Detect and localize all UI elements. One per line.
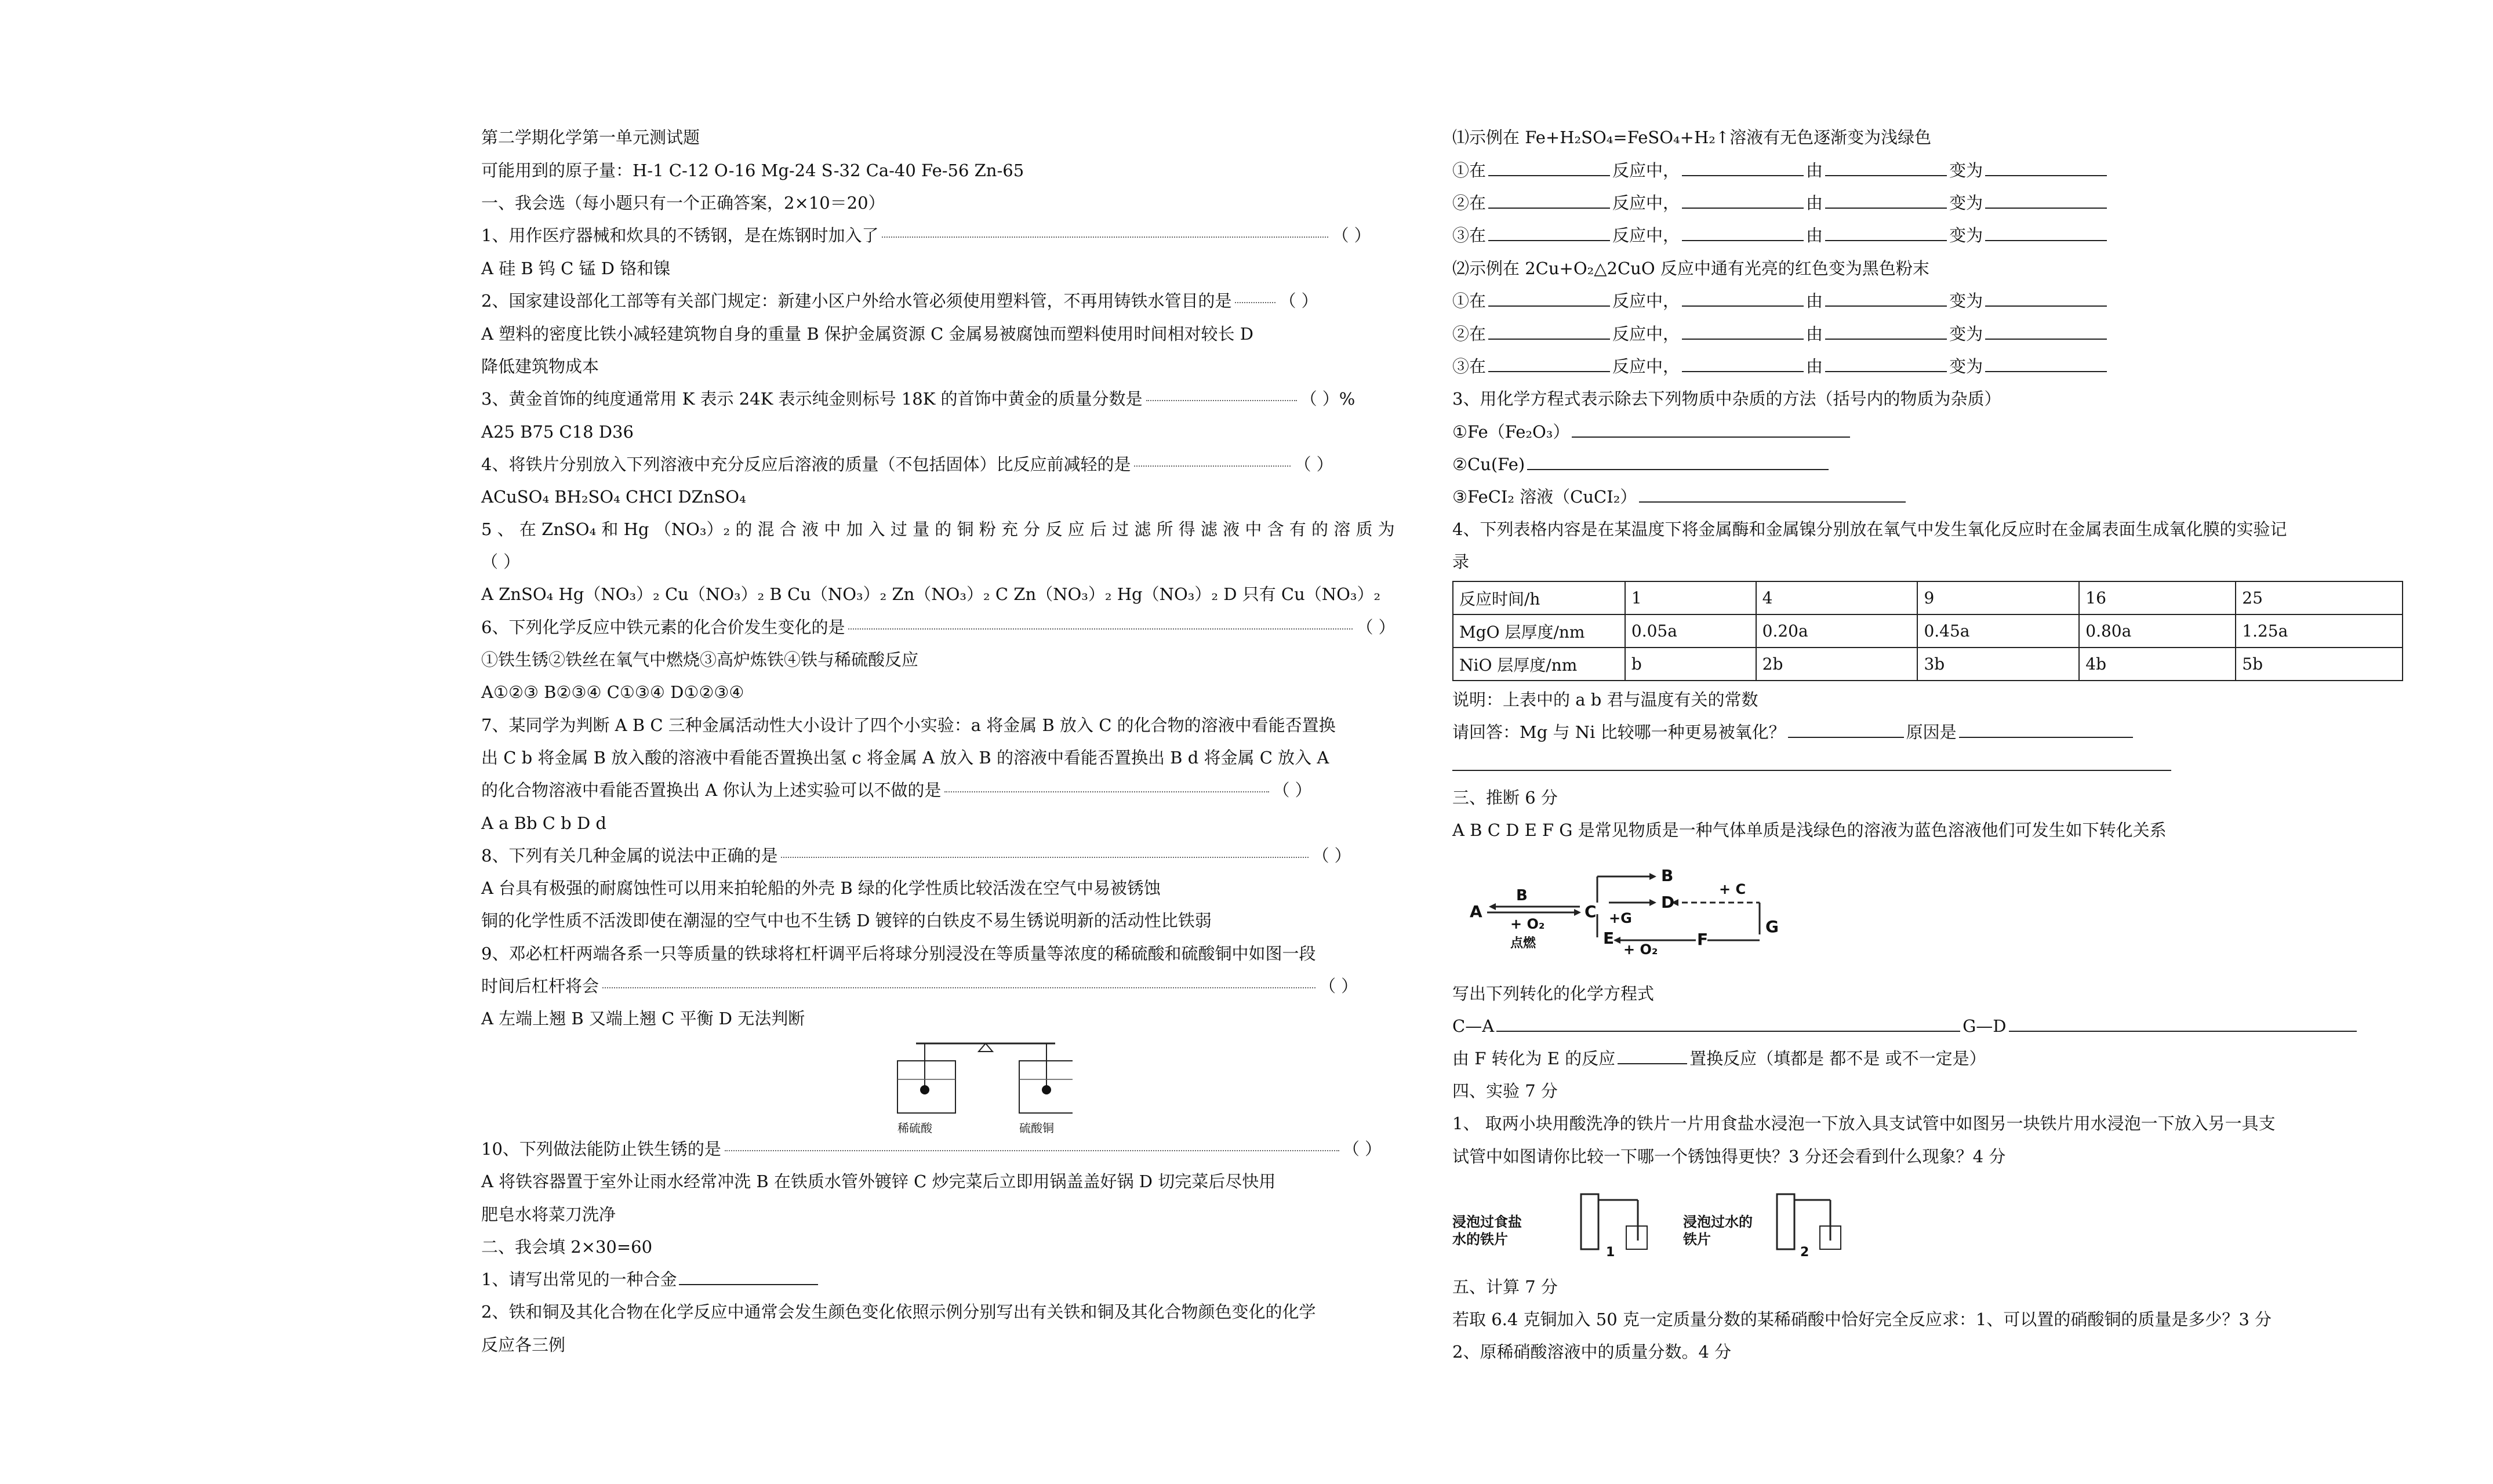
arrowhead-c-b [1649, 873, 1656, 880]
table-cell: 25 [2236, 581, 2403, 614]
table-row [1453, 581, 2403, 614]
table-cell: 4 [1756, 581, 1918, 614]
copper-row-3 [1452, 355, 2109, 378]
blank-reaction[interactable] [1488, 239, 1610, 241]
blank-to[interactable] [1985, 239, 2107, 241]
fill-4-text-b: 录 [1452, 552, 1470, 572]
beaker-label-right: 硫酸铜 [1019, 1121, 1054, 1135]
fill-3-text: 3、用化学方程式表示除去下列物质中杂质的方法（括号内的物质为杂质） [1452, 389, 2001, 409]
question-8-options-b: 铜的化学性质不活泼即使在潮湿的空气中也不生锈 D 镀锌的白铁皮不易生锈说明新的活动性比铁弱 [481, 911, 1212, 930]
question-4-text: 4、将铁片分别放入下列溶液中充分反应后溶液的质量（不包括固体）比反应前减轻的是 [481, 454, 1131, 474]
equation-g-d-label: G—D [1963, 1016, 2007, 1036]
arrowhead-c-d [1649, 899, 1656, 906]
blank-from[interactable] [1682, 207, 1804, 209]
answer-paren: （ ） [1342, 1139, 1382, 1159]
table-cell: 0.20a [1756, 614, 1918, 648]
answer-line [781, 856, 1309, 858]
right-iron-ball [1042, 1085, 1051, 1094]
row-to: 变为 [1949, 193, 1983, 213]
row-to: 变为 [1949, 161, 1983, 180]
question-9-text-b: 时间后杠杆将会 [481, 976, 599, 996]
blank-from[interactable] [1682, 174, 1804, 176]
figure-2-number: 2 [1800, 1245, 1809, 1260]
blank-to[interactable] [1985, 174, 2107, 176]
question-7-text-a: 7、某同学为判断 A B C 三种金属活动性大小设计了四个小实验：a 将金属 B 放入 C 的化合物的溶液中看能否置换 [481, 715, 1336, 735]
answer-line [944, 791, 1269, 792]
row-from: 由 [1806, 357, 1823, 376]
example-1: ⑴示例在 Fe+H₂SO₄=FeSO₄+H₂↑溶液有无色逐渐变为浅绿色 [1452, 128, 1932, 147]
experiment-figure [1452, 1183, 1893, 1264]
row-from: 由 [1806, 291, 1823, 311]
inference-diagram [1464, 848, 1823, 958]
table-cell: NiO 层厚度/nm [1453, 648, 1625, 681]
row-number: ② [1452, 193, 1470, 213]
question-10-options-b: 肥皂水将菜刀洗净 [481, 1205, 616, 1224]
blank-mid[interactable] [1825, 338, 1947, 340]
question-7 [481, 779, 1312, 802]
table-cell: 16 [2079, 581, 2236, 614]
label-plus-o2: + O₂ [1510, 916, 1545, 932]
copper-row-1 [1452, 289, 2109, 312]
blank-from[interactable] [1682, 305, 1804, 307]
fill-3-item-2-blank[interactable] [1527, 468, 1829, 470]
fill-3-item-1-blank[interactable] [1572, 436, 1850, 438]
fill-4-extra-line [1452, 754, 2174, 777]
node-f: F [1697, 930, 1709, 949]
row-from: 由 [1806, 193, 1823, 213]
node-c: C [1585, 902, 1597, 921]
question-1-options: A 硅 B 钨 C 锰 D 铬和镍 [481, 259, 671, 278]
row-to: 变为 [1949, 357, 1983, 376]
row-number: ② [1452, 324, 1470, 344]
question-5-text: 5 、 在 ZnSO₄ 和 Hg （NO₃）₂ 的 混 合 液 中 加 入 过 量 的 铜 粉 充 分 反 应 后 过 滤 所 得 滤 液 中 含 有 的 溶 质 为 [481, 519, 1395, 539]
fill-1 [481, 1268, 820, 1291]
fill-2-text-a: 2、铁和铜及其化合物在化学反应中通常会发生颜色变化依照示例分别写出有关铁和铜及其化合物颜色变化的化学 [481, 1302, 1316, 1322]
answer-paren: （ ） [1279, 291, 1318, 311]
answer-paren: （ ） [1356, 617, 1396, 637]
question-10 [481, 1137, 1382, 1161]
answer-paren: （ ） [1294, 454, 1333, 474]
experiment-text-a: 1、 取两小块用酸洗净的铁片一片用食盐水浸泡一下放入具支试管中如图另一块铁片用水浸泡一下放入另一具支 [1452, 1114, 2276, 1133]
lever-beaker-figure [881, 1026, 1073, 1142]
section-2-heading: 二、我会填 2×30=60 [481, 1237, 653, 1257]
row-to: 变为 [1949, 225, 1983, 245]
row-in: 在 [1469, 324, 1487, 344]
blank-from[interactable] [1682, 239, 1804, 241]
blank-from[interactable] [1682, 338, 1804, 340]
blank-reaction[interactable] [1488, 207, 1610, 209]
question-2 [481, 289, 1318, 312]
row-to: 变为 [1949, 324, 1983, 344]
f-to-e-options: 置换反应（填都是 都不是 或不一定是） [1689, 1049, 1986, 1068]
exam-title: 第二学期化学第一单元测试题 [481, 128, 700, 147]
table-note: 说明：上表中的 a b 君与温度有关的常数 [1452, 690, 1758, 710]
fill-4-reason-label: 原因是 [1906, 722, 1957, 742]
table-cell: b [1625, 648, 1756, 681]
fill-4-extra-blank[interactable] [1452, 769, 2171, 771]
answer-line [882, 236, 1328, 238]
row-in: 在 [1469, 225, 1487, 245]
tube-1 [1581, 1194, 1598, 1249]
figure-2-label-b: 铁片 [1683, 1231, 1711, 1247]
beaker-label-left: 稀硫酸 [897, 1121, 932, 1135]
row-in: 在 [1469, 193, 1487, 213]
row-in: 在 [1469, 357, 1487, 376]
table-row [1453, 614, 2403, 648]
write-equations: 写出下列转化的化学方程式 [1452, 984, 1655, 1003]
answer-line [602, 987, 1315, 988]
answer-paren: （ ） [1273, 780, 1312, 800]
blank-to[interactable] [1985, 207, 2107, 209]
table-cell: 3b [1917, 648, 2079, 681]
answer-line [1134, 465, 1291, 467]
equation-c-a-blank[interactable] [1496, 1030, 1960, 1032]
table-cell: 0.05a [1625, 614, 1756, 648]
blank-mid[interactable] [1825, 174, 1947, 176]
question-8 [481, 844, 1351, 867]
oxidation-table [1452, 581, 2403, 681]
question-1 [481, 224, 1371, 247]
table-cell: 4b [2079, 648, 2236, 681]
table-cell: MgO 层厚度/nm [1453, 614, 1625, 648]
answer-paren: （ ） [1319, 976, 1358, 996]
question-2-options-a: A 塑料的密度比铁小减轻建筑物自身的重量 B 保护金属资源 C 金属易被腐蚀而塑料使用时间相对较长 D [481, 324, 1254, 344]
blank-reaction[interactable] [1488, 338, 1610, 340]
iron-row-3 [1452, 224, 2109, 247]
inference-text: A B C D E F G 是常见物质是一种气体单质是浅绿色的溶液为蓝色溶液他们可发生如下转化关系 [1452, 820, 2167, 840]
row-number: ③ [1452, 225, 1470, 245]
question-10-options-a: A 将铁容器置于室外让雨水经常冲洗 B 在铁质水管外镀锌 C 炒完菜后立即用锅盖盖好锅 D 切完菜后尽快用 [481, 1172, 1276, 1191]
blank-to[interactable] [1985, 305, 2107, 307]
question-6-options: A①②③ B②③④ C①③④ D①②③④ [481, 682, 744, 702]
answer-line [848, 628, 1353, 630]
table-cell: 2b [1756, 648, 1918, 681]
row-react: 反应中， [1612, 324, 1680, 344]
fill-3-item-3 [1452, 485, 1908, 508]
table-cell: 5b [2236, 648, 2403, 681]
question-4-options: ACuSO₄ BH₂SO₄ CHCI DZnSO₄ [481, 487, 746, 507]
blank-to[interactable] [1985, 370, 2107, 372]
blank-mid[interactable] [1825, 370, 1947, 372]
section-5-heading: 五、计算 7 分 [1452, 1277, 1558, 1297]
row-to: 变为 [1949, 291, 1983, 311]
answer-line [1235, 301, 1275, 303]
figure-1-label-b: 水的铁片 [1452, 1231, 1508, 1247]
oxidation-table-body [1453, 581, 2403, 681]
fill-4-answer-blank[interactable] [1788, 736, 1904, 738]
question-6 [481, 616, 1396, 639]
figure-2-label-a: 浸泡过水的 [1683, 1214, 1753, 1230]
question-6-items: ①铁生锈②铁丝在氧气中燃烧③高炉炼铁④铁与稀硫酸反应 [481, 650, 919, 670]
table-cell: 0.80a [2079, 614, 2236, 648]
f-to-e-text: 由 F 转化为 E 的反应 [1452, 1049, 1616, 1068]
row-from: 由 [1806, 161, 1823, 180]
blank-to[interactable] [1985, 338, 2107, 340]
question-10-text: 10、下列做法能防止铁生锈的是 [481, 1139, 721, 1159]
iron-row-1 [1452, 159, 2109, 182]
fill-3-item-2 [1452, 453, 1831, 476]
calc-question-1: 若取 6.4 克铜加入 50 克一定质量分数的某稀硝酸中恰好完全反应求：1、可以置的硝酸铜的质量是多少？3 分 [1452, 1310, 2272, 1329]
blank-mid[interactable] [1825, 207, 1947, 209]
copper-row-2 [1452, 322, 2109, 345]
blank-reaction[interactable] [1488, 174, 1610, 176]
fill-4-question [1452, 721, 2135, 744]
question-7-text-b: 出 C b 将金属 B 放入酸的溶液中看能否置换出氢 c 将金属 A 放入 B 的溶液中看能否置换出 B d 将金属 C 放入 A [481, 748, 1329, 768]
node-d: D [1661, 893, 1675, 912]
blank-from[interactable] [1682, 370, 1804, 372]
question-7-text-c: 的化合物溶液中看能否置换出 A 你认为上述实验可以不做的是 [481, 780, 942, 800]
blank-reaction[interactable] [1488, 305, 1610, 307]
row-number: ① [1452, 161, 1470, 180]
arrowhead-a-c [1574, 909, 1581, 916]
fill-3-item-2-label: ②Cu(Fe) [1452, 454, 1525, 474]
example-2: ⑵示例在 2Cu+O₂△2CuO 反应中通有光亮的红色变为黑色粉末 [1452, 259, 1929, 278]
question-2-text: 2、国家建设部化工部等有关部门规定：新建小区户外给水管必须使用塑料管，不再用铸铁水管目的是 [481, 291, 1232, 311]
question-6-text: 6、下列化学反应中铁元素的化合价发生变化的是 [481, 617, 845, 637]
fill-2-text-b: 反应各三例 [481, 1335, 566, 1355]
node-g: G [1765, 917, 1779, 936]
equation-c-a-label: C—A [1452, 1016, 1495, 1036]
row-in: 在 [1469, 291, 1487, 311]
node-b-label: B [1516, 887, 1528, 904]
fill-3-item-1-label: ①Fe（Fe₂O₃） [1452, 422, 1570, 442]
row-from: 由 [1806, 225, 1823, 245]
table-row [1453, 648, 2403, 681]
unit-percent: % [1339, 389, 1355, 409]
table-cell: 反应时间/h [1453, 581, 1625, 614]
label-plus-o2-b: + O₂ [1623, 941, 1658, 958]
label-plus-g: +G [1609, 910, 1632, 926]
figure-1-label-a: 浸泡过食盐 [1452, 1214, 1522, 1230]
table-cell: 9 [1917, 581, 2079, 614]
section-3-heading: 三、推断 6 分 [1452, 788, 1558, 808]
label-plus-c: + C [1719, 881, 1746, 897]
experiment-text-b: 试管中如图请你比较一下哪一个锈蚀得更快？3 分还会看到什么现象？4 分 [1452, 1147, 2006, 1166]
table-cell: 1.25a [2236, 614, 2403, 648]
question-5-options: A ZnSO₄ Hg（NO₃）₂ Cu（NO₃）₂ B Cu（NO₃）₂ Zn（NO₃）₂ C Zn（NO₃）₂ Hg（NO₃）₂ D 只有 Cu（NO₃）₂ [481, 584, 1381, 604]
question-3-text: 3、黄金首饰的纯度通常用 K 表示 24K 表示纯金则标号 18K 的首饰中黄金的质量分数是 [481, 389, 1143, 409]
question-1-text: 1、用作医疗器械和炊具的不锈钢，是在炼钢时加入了 [481, 225, 879, 245]
section-4-heading: 四、实验 7 分 [1452, 1081, 1558, 1101]
node-b: B [1661, 866, 1674, 885]
answer-line [725, 1150, 1339, 1151]
label-ignite: 点燃 [1510, 936, 1536, 951]
row-number: ③ [1452, 357, 1470, 376]
question-9-options: A 左端上翘 B 又端上翘 C 平衡 D 无法判断 [481, 1009, 805, 1028]
atomic-masses: 可能用到的原子量：H-1 C-12 O-16 Mg-24 S-32 Ca-40 Fe-56 Zn-65 [481, 161, 1024, 180]
question-2-options-b: 降低建筑物成本 [481, 357, 599, 376]
row-number: ① [1452, 291, 1470, 311]
beaker-1 [1626, 1226, 1647, 1249]
row-from: 由 [1806, 324, 1823, 344]
blank-mid[interactable] [1825, 305, 1947, 307]
fill-3-item-3-blank[interactable] [1639, 501, 1906, 503]
blank-mid[interactable] [1825, 239, 1947, 241]
question-3-options: A25 B75 C18 D36 [481, 422, 634, 442]
question-8-options-a: A 台具有极强的耐腐蚀性可以用来拍轮船的外壳 B 绿的化学性质比较活泼在空气中易被锈蚀 [481, 878, 1161, 898]
question-3 [481, 387, 1355, 410]
f-to-e-blank[interactable] [1618, 1063, 1687, 1064]
figure-1-number: 1 [1606, 1245, 1615, 1260]
table-cell: 1 [1625, 581, 1756, 614]
fill-4-reason-blank[interactable] [1959, 736, 2133, 738]
tube-2 [1777, 1194, 1794, 1249]
table-cell: 0.45a [1917, 614, 2079, 648]
arrowhead-c-a [1489, 903, 1496, 910]
row-react: 反应中， [1612, 193, 1680, 213]
fill-4-text-a: 4、下列表格内容是在某温度下将金属酶和金属镍分别放在氧气中发生氧化反应时在金属表面生成氧化膜的实验记 [1452, 519, 2287, 539]
iron-row-2 [1452, 191, 2109, 214]
row-react: 反应中， [1612, 357, 1680, 376]
question-7-options: A a Bb C b D d [481, 813, 606, 833]
f-to-e-question [1452, 1047, 1986, 1070]
fill-3-item-3-label: ③FeCI₂ 溶液（CuCI₂） [1452, 487, 1637, 507]
node-a: A [1470, 902, 1482, 921]
row-react: 反应中， [1612, 291, 1680, 311]
question-9 [481, 974, 1358, 998]
arrowhead-f-e [1613, 937, 1620, 944]
row-react: 反应中， [1612, 161, 1680, 180]
answer-paren: （ ） [1312, 846, 1351, 865]
row-react: 反应中， [1612, 225, 1680, 245]
fill-1-blank[interactable] [679, 1283, 818, 1285]
blank-reaction[interactable] [1488, 370, 1610, 372]
row-in: 在 [1469, 161, 1487, 180]
question-8-text: 8、下列有关几种金属的说法中正确的是 [481, 846, 778, 865]
question-9-text-a: 9、邓必杠杆两端各系一只等质量的铁球将杠杆调平后将球分别浸没在等质量等浓度的稀硫酸和硫酸铜中如图一段 [481, 944, 1316, 963]
fill-4-ask: 请回答：Mg 与 Ni 比较哪一种更易被氧化？ [1452, 722, 1786, 742]
fill-1-text: 1、请写出常见的一种合金 [481, 1270, 677, 1289]
node-e: E [1603, 929, 1615, 948]
left-iron-ball [920, 1085, 929, 1094]
question-5-paren: （ ） [481, 552, 521, 572]
answer-paren: （ ） [1332, 225, 1371, 245]
fulcrum [979, 1043, 993, 1052]
answer-paren: （ ） [1300, 389, 1339, 409]
question-4 [481, 453, 1333, 476]
calc-question-2: 2、原稀硝酸溶液中的质量分数。4 分 [1452, 1342, 1732, 1362]
equation-row [1452, 1014, 2359, 1038]
answer-line [1146, 399, 1297, 401]
equation-g-d-blank[interactable] [2009, 1030, 2357, 1032]
section-1-heading: 一、我会选（每小题只有一个正确答案，2×10＝20） [481, 193, 885, 213]
fill-3-item-1 [1452, 420, 1852, 443]
